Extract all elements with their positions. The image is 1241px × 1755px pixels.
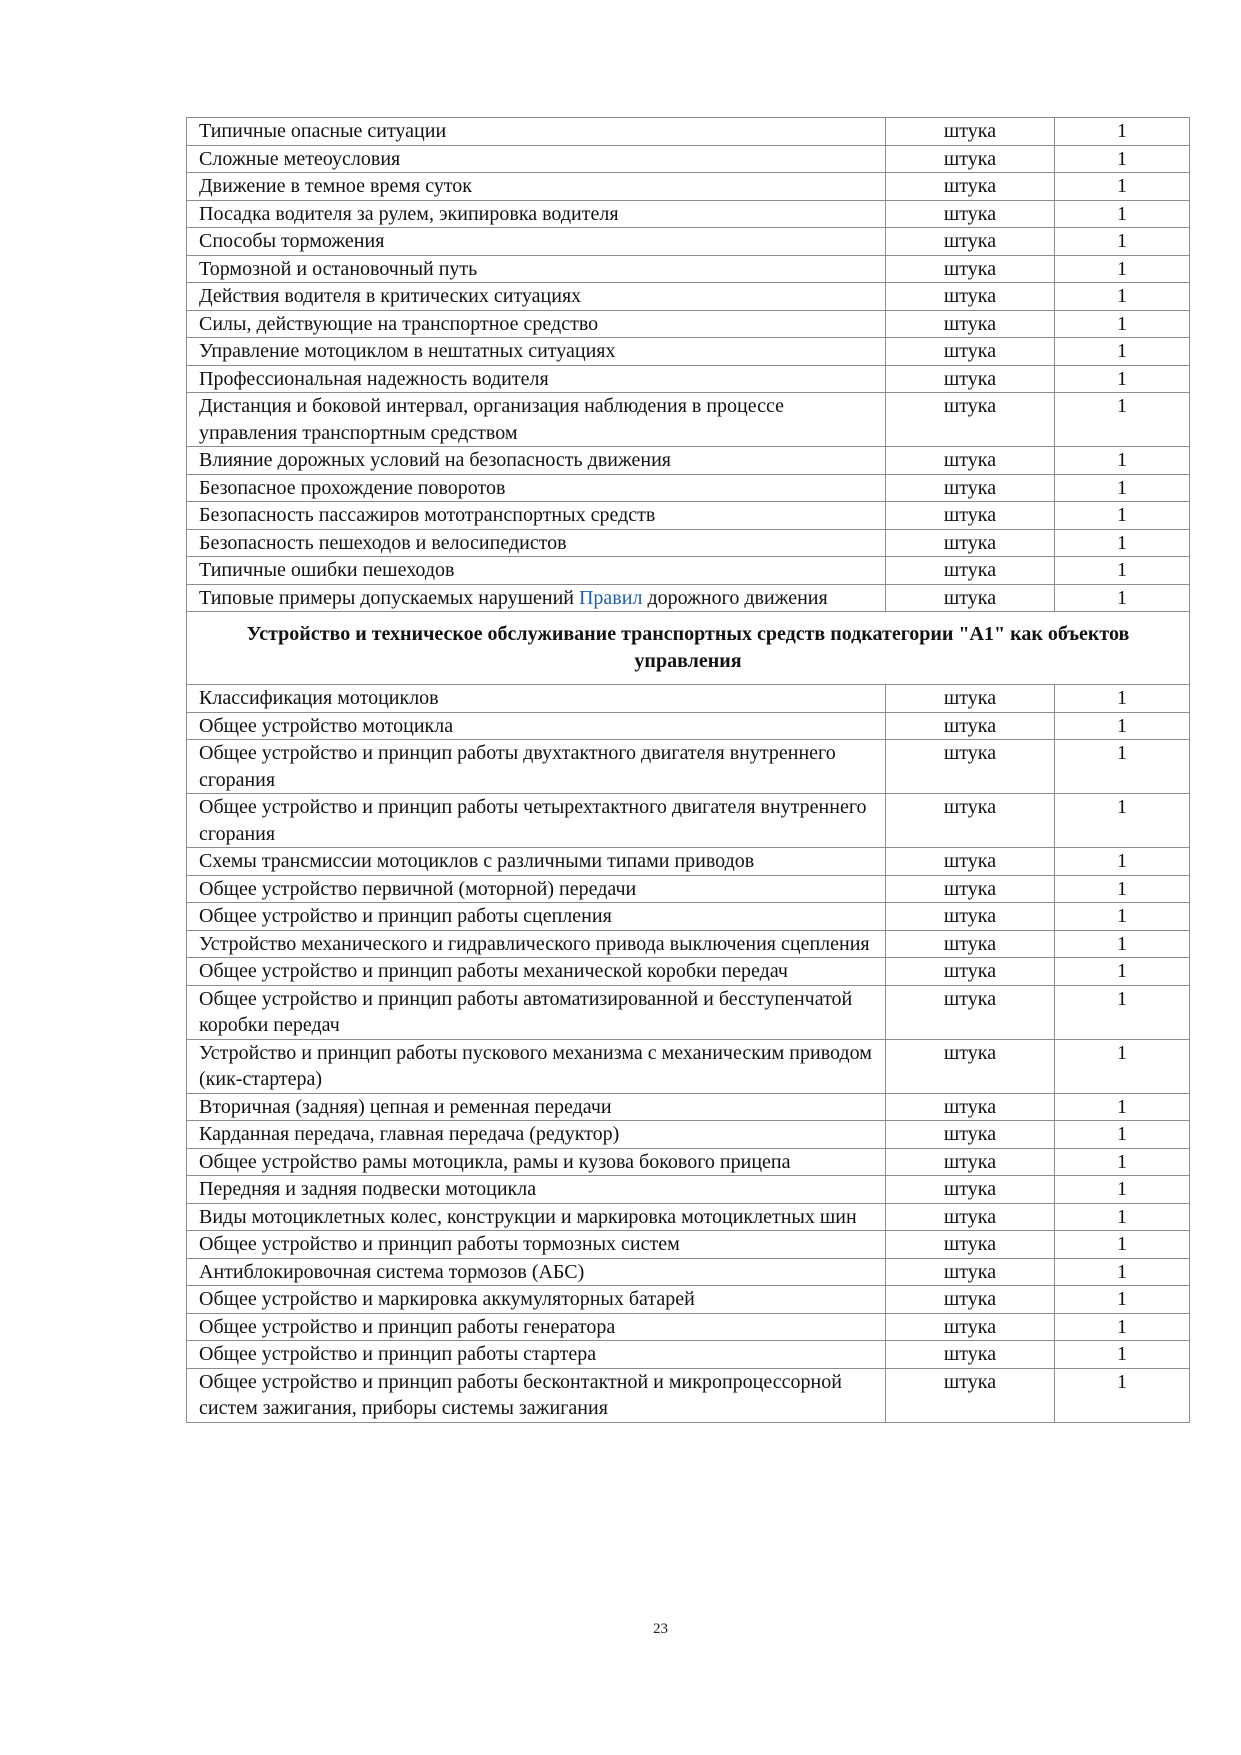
unit-cell: штука — [886, 145, 1055, 173]
item-name-cell: Вторичная (задняя) цепная и ременная передачи — [187, 1093, 886, 1121]
quantity-cell: 1 — [1055, 1148, 1190, 1176]
table-row — [187, 310, 1190, 338]
item-name-cell: Общее устройство и принцип работы двухтактного двигателя внутреннего сгорания — [187, 740, 886, 794]
table-row — [187, 1231, 1190, 1259]
table-row — [187, 903, 1190, 931]
table-row — [187, 985, 1190, 1039]
table-row — [187, 584, 1190, 612]
unit-cell: штука — [886, 118, 1055, 146]
unit-cell: штука — [886, 1313, 1055, 1341]
table-row — [187, 1286, 1190, 1314]
quantity-cell: 1 — [1055, 365, 1190, 393]
unit-cell: штука — [886, 794, 1055, 848]
unit-cell: штука — [886, 1341, 1055, 1369]
table-row — [187, 1121, 1190, 1149]
item-name-cell: Устройство механического и гидравлического привода выключения сцепления — [187, 930, 886, 958]
unit-cell: штука — [886, 200, 1055, 228]
table-row — [187, 1148, 1190, 1176]
unit-cell: штука — [886, 228, 1055, 256]
item-name-cell: Общее устройство и принцип работы четырехтактного двигателя внутреннего сгорания — [187, 794, 886, 848]
table-row — [187, 1039, 1190, 1093]
quantity-cell: 1 — [1055, 1313, 1190, 1341]
unit-cell: штука — [886, 685, 1055, 713]
table-row — [187, 875, 1190, 903]
table-row — [187, 173, 1190, 201]
table-row — [187, 283, 1190, 311]
item-name-cell: Передняя и задняя подвески мотоцикла — [187, 1176, 886, 1204]
unit-cell: штука — [886, 365, 1055, 393]
unit-cell: штука — [886, 502, 1055, 530]
table-row — [187, 958, 1190, 986]
table-section-safety — [187, 118, 1190, 585]
section-heading: Устройство и техническое обслуживание транспортных средств подкатегории "А1" как объектов управления — [187, 612, 1190, 685]
table-row — [187, 1341, 1190, 1369]
table-row — [187, 848, 1190, 876]
unit-cell: штука — [886, 1093, 1055, 1121]
item-name-cell: Общее устройство и принцип работы автоматизированной и бесступенчатой коробки передач — [187, 985, 886, 1039]
item-name-cell: Силы, действующие на транспортное средство — [187, 310, 886, 338]
item-name-cell: Классификация мотоциклов — [187, 685, 886, 713]
table-section-vehicle-design — [187, 685, 1190, 1423]
item-name-cell: Общее устройство первичной (моторной) передачи — [187, 875, 886, 903]
quantity-cell: 1 — [1055, 875, 1190, 903]
unit-cell: штука — [886, 1176, 1055, 1204]
quantity-cell: 1 — [1055, 283, 1190, 311]
item-name-cell: Общее устройство и принцип работы стартера — [187, 1341, 886, 1369]
unit-cell: штука — [886, 338, 1055, 366]
item-name-cell: Профессиональная надежность водителя — [187, 365, 886, 393]
quantity-cell: 1 — [1055, 1203, 1190, 1231]
item-name-cell: Способы торможения — [187, 228, 886, 256]
item-name-cell: Безопасность пешеходов и велосипедистов — [187, 529, 886, 557]
table-row — [187, 365, 1190, 393]
section-heading-row — [187, 612, 1190, 685]
unit-cell: штука — [886, 712, 1055, 740]
quantity-cell: 1 — [1055, 1231, 1190, 1259]
table-row — [187, 794, 1190, 848]
unit-cell: штука — [886, 584, 1055, 612]
table-row — [187, 118, 1190, 146]
quantity-cell: 1 — [1055, 393, 1190, 447]
item-name-cell — [187, 584, 886, 612]
quantity-cell: 1 — [1055, 740, 1190, 794]
item-name-cell: Управление мотоциклом в нештатных ситуациях — [187, 338, 886, 366]
table-row — [187, 393, 1190, 447]
quantity-cell: 1 — [1055, 985, 1190, 1039]
quantity-cell: 1 — [1055, 1121, 1190, 1149]
quantity-cell: 1 — [1055, 1341, 1190, 1369]
unit-cell: штука — [886, 474, 1055, 502]
table-row-rule-violations-group — [187, 584, 1190, 685]
unit-cell: штука — [886, 958, 1055, 986]
unit-cell: штука — [886, 930, 1055, 958]
equipment-table — [186, 117, 1190, 1423]
table-row — [187, 145, 1190, 173]
unit-cell: штука — [886, 393, 1055, 447]
unit-cell: штука — [886, 310, 1055, 338]
unit-cell: штука — [886, 283, 1055, 311]
item-name-cell: Движение в темное время суток — [187, 173, 886, 201]
quantity-cell: 1 — [1055, 958, 1190, 986]
unit-cell: штука — [886, 1039, 1055, 1093]
item-name-text-before: Типовые примеры допускаемых нарушений — [199, 586, 579, 609]
item-name-cell: Типичные опасные ситуации — [187, 118, 886, 146]
item-name-text-after: дорожного движения — [642, 586, 828, 609]
quantity-cell: 1 — [1055, 794, 1190, 848]
quantity-cell: 1 — [1055, 118, 1190, 146]
table-row — [187, 474, 1190, 502]
quantity-cell: 1 — [1055, 903, 1190, 931]
item-name-cell: Антиблокировочная система тормозов (АБС) — [187, 1258, 886, 1286]
unit-cell: штука — [886, 1286, 1055, 1314]
quantity-cell: 1 — [1055, 447, 1190, 475]
item-name-cell: Безопасность пассажиров мототранспортных средств — [187, 502, 886, 530]
unit-cell: штука — [886, 1148, 1055, 1176]
unit-cell: штука — [886, 255, 1055, 283]
item-name-cell: Устройство и принцип работы пускового механизма с механическим приводом (кик-стартера) — [187, 1039, 886, 1093]
table-row — [187, 228, 1190, 256]
item-name-cell: Посадка водителя за рулем, экипировка водителя — [187, 200, 886, 228]
item-name-cell: Общее устройство рамы мотоцикла, рамы и кузова бокового прицепа — [187, 1148, 886, 1176]
item-name-cell: Карданная передача, главная передача (редуктор) — [187, 1121, 886, 1149]
item-name-cell: Влияние дорожных условий на безопасность движения — [187, 447, 886, 475]
quantity-cell: 1 — [1055, 338, 1190, 366]
quantity-cell: 1 — [1055, 1258, 1190, 1286]
table-row — [187, 557, 1190, 585]
table-row — [187, 685, 1190, 713]
unit-cell: штука — [886, 1258, 1055, 1286]
quantity-cell: 1 — [1055, 557, 1190, 585]
quantity-cell: 1 — [1055, 930, 1190, 958]
item-name-cell: Действия водителя в критических ситуациях — [187, 283, 886, 311]
quantity-cell: 1 — [1055, 1368, 1190, 1422]
unit-cell: штука — [886, 1368, 1055, 1422]
quantity-cell: 1 — [1055, 1176, 1190, 1204]
quantity-cell: 1 — [1055, 848, 1190, 876]
quantity-cell: 1 — [1055, 228, 1190, 256]
item-name-cell: Общее устройство и принцип работы бесконтактной и микропроцессорной систем зажигания, приборы системы зажигания — [187, 1368, 886, 1422]
item-name-cell: Сложные метеоусловия — [187, 145, 886, 173]
page-number: 23 — [653, 1621, 668, 1637]
item-name-cell: Общее устройство и маркировка аккумуляторных батарей — [187, 1286, 886, 1314]
item-name-cell: Общее устройство мотоцикла — [187, 712, 886, 740]
table-row — [187, 1093, 1190, 1121]
quantity-cell: 1 — [1055, 529, 1190, 557]
quantity-cell: 1 — [1055, 145, 1190, 173]
quantity-cell: 1 — [1055, 1039, 1190, 1093]
unit-cell: штука — [886, 173, 1055, 201]
quantity-cell: 1 — [1055, 1286, 1190, 1314]
quantity-cell: 1 — [1055, 200, 1190, 228]
item-name-cell: Типичные ошибки пешеходов — [187, 557, 886, 585]
unit-cell: штука — [886, 740, 1055, 794]
quantity-cell: 1 — [1055, 685, 1190, 713]
unit-cell: штука — [886, 1203, 1055, 1231]
quantity-cell: 1 — [1055, 712, 1190, 740]
table-row — [187, 529, 1190, 557]
item-name-cell: Безопасное прохождение поворотов — [187, 474, 886, 502]
quantity-cell: 1 — [1055, 474, 1190, 502]
table-row — [187, 712, 1190, 740]
unit-cell: штука — [886, 529, 1055, 557]
quantity-cell: 1 — [1055, 173, 1190, 201]
item-name-cell: Виды мотоциклетных колес, конструкции и маркировка мотоциклетных шин — [187, 1203, 886, 1231]
table-row — [187, 1176, 1190, 1204]
quantity-cell: 1 — [1055, 255, 1190, 283]
table-row — [187, 502, 1190, 530]
item-name-cell: Схемы трансмиссии мотоциклов с различными типами приводов — [187, 848, 886, 876]
table-row — [187, 338, 1190, 366]
item-name-cell: Дистанция и боковой интервал, организация наблюдения в процессе управления транспортным средством — [187, 393, 886, 447]
item-name-cell: Тормозной и остановочный путь — [187, 255, 886, 283]
quantity-cell: 1 — [1055, 1093, 1190, 1121]
unit-cell: штука — [886, 875, 1055, 903]
unit-cell: штука — [886, 557, 1055, 585]
table-row — [187, 1368, 1190, 1422]
unit-cell: штука — [886, 1231, 1055, 1259]
table-row — [187, 930, 1190, 958]
item-name-cell: Общее устройство и принцип работы сцепления — [187, 903, 886, 931]
quantity-cell: 1 — [1055, 502, 1190, 530]
item-name-cell: Общее устройство и принцип работы механической коробки передач — [187, 958, 886, 986]
unit-cell: штука — [886, 1121, 1055, 1149]
unit-cell: штука — [886, 903, 1055, 931]
table-row — [187, 1203, 1190, 1231]
table-row — [187, 1258, 1190, 1286]
traffic-rules-link[interactable]: Правил — [578, 586, 643, 609]
quantity-cell: 1 — [1055, 584, 1190, 612]
unit-cell: штука — [886, 848, 1055, 876]
table-row — [187, 447, 1190, 475]
table-row — [187, 200, 1190, 228]
table-row — [187, 1313, 1190, 1341]
unit-cell: штука — [886, 985, 1055, 1039]
table-row — [187, 740, 1190, 794]
item-name-cell: Общее устройство и принцип работы генератора — [187, 1313, 886, 1341]
unit-cell: штука — [886, 447, 1055, 475]
table-row — [187, 255, 1190, 283]
item-name-cell: Общее устройство и принцип работы тормозных систем — [187, 1231, 886, 1259]
quantity-cell: 1 — [1055, 310, 1190, 338]
